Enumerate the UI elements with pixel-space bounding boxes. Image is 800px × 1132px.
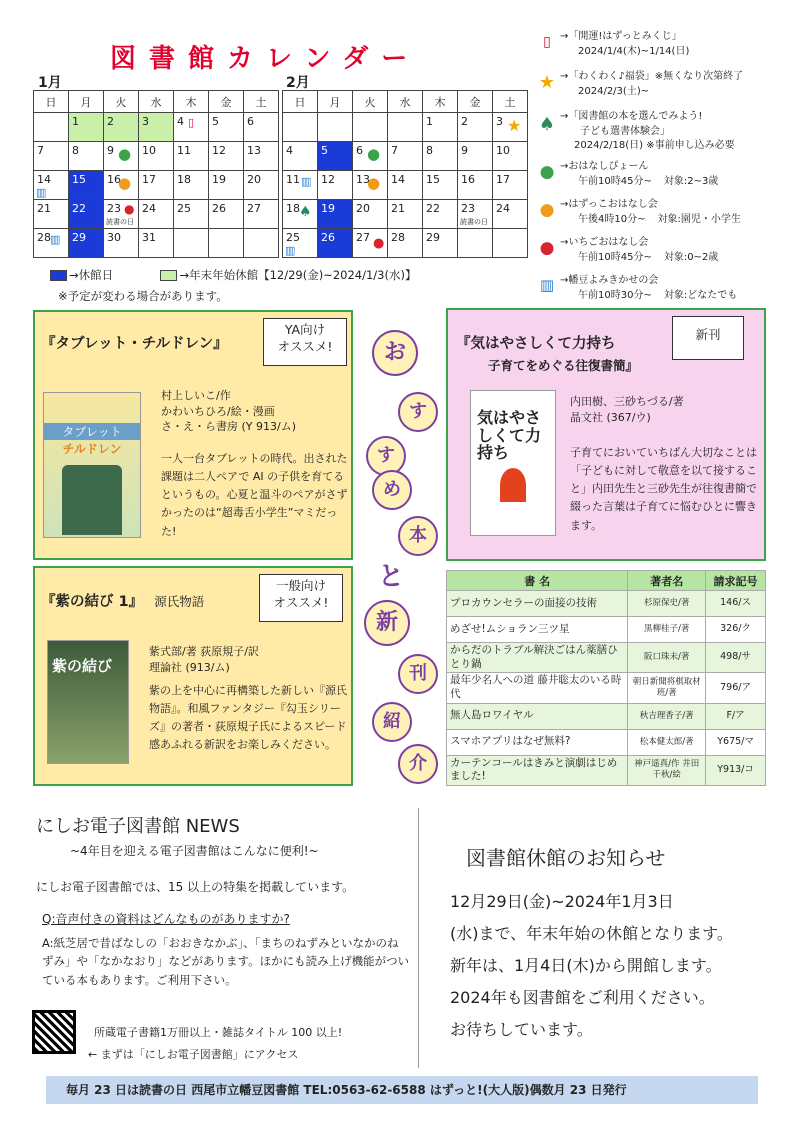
day-cell: [388, 113, 423, 142]
table-row: [447, 643, 766, 673]
event-item: [538, 236, 796, 265]
tag-line: 一般向け: [275, 578, 326, 593]
book-author: 神戸遥真/作 井田千秋/絵: [628, 755, 706, 785]
day-cell: 22: [423, 200, 458, 229]
table-row: [447, 591, 766, 617]
news-subtitle: ~4年目を迎える電子図書館はこんなに便利!~: [70, 844, 319, 858]
book-cover: [43, 392, 141, 538]
book-cover: [47, 640, 129, 764]
day-cell: [493, 113, 528, 142]
closure-line: 2024年も図書館をご利用ください。: [450, 988, 715, 1007]
book-name: プロカウンセラーの面接の技術: [447, 591, 628, 617]
weekday: 木: [174, 91, 209, 113]
heading-char: 新: [364, 600, 410, 646]
day-cell: 8: [423, 142, 458, 171]
event-time: 午前10時45分~: [578, 175, 652, 187]
weekday: 水: [388, 91, 423, 113]
book-title: 『紫の結び 1』: [41, 594, 144, 610]
calendar-january: [33, 90, 279, 258]
cover-illustration: [62, 465, 122, 535]
book-name: 最年少名人への道 藤井聡太のいる時代: [447, 673, 628, 703]
library-icon: ▥: [301, 175, 312, 188]
event-item: [538, 70, 796, 99]
table-row: [447, 729, 766, 755]
day-cell: 11: [174, 142, 209, 171]
book-title: 『気はやさしくて力持ち: [456, 336, 616, 352]
day-cell: [283, 200, 318, 229]
day-cell: 31: [139, 229, 174, 258]
book-subtitle: 子育てをめぐる往復書簡』: [488, 358, 639, 373]
weekday: 水: [139, 91, 174, 113]
frog-icon: ●: [118, 145, 132, 163]
library-icon: ▥: [285, 244, 296, 257]
call-number: F/ア: [706, 703, 766, 729]
footer: 毎月 23 日は読書の日 西尾市立幡豆図書館 TEL:0563-62-6588 はずっと!(大人版)偶数月 23 日発行: [46, 1076, 758, 1104]
news-access: ← まずは「にしお電子図書館」にアクセス: [88, 1048, 299, 1061]
book-name: カーテンコールはきみと演劇はじめました!: [447, 755, 628, 785]
day-cell: 12: [318, 171, 353, 200]
day-cell: 24: [139, 200, 174, 229]
day-cell: [493, 229, 528, 258]
day-cell: 15: [69, 171, 104, 200]
day-cell: [34, 229, 69, 258]
book-title-row: [41, 590, 204, 611]
tag-line: YA向け: [284, 322, 326, 337]
event-item: [538, 110, 796, 154]
book-title: 『タブレット・チルドレン』: [41, 336, 228, 352]
day-cell: [353, 142, 388, 171]
day-number: 28: [37, 231, 51, 244]
omikuji-icon: ▯: [543, 34, 551, 50]
book-card-kindness: [446, 308, 766, 561]
day-cell: [34, 113, 69, 142]
weekday: 土: [493, 91, 528, 113]
day-cell: 10: [493, 142, 528, 171]
audience-tag: [259, 574, 343, 622]
day-cell: [174, 229, 209, 258]
event-item: [538, 274, 796, 303]
weekday: 木: [423, 91, 458, 113]
library-icon: ▥: [539, 276, 555, 294]
day-cell: [283, 229, 318, 258]
day-number: 23: [107, 202, 121, 215]
day-cell: [283, 113, 318, 142]
reading-day-label: 読書の日: [460, 218, 488, 226]
day-cell: 18: [174, 171, 209, 200]
day-cell: 17: [139, 171, 174, 200]
day-number: 27: [356, 231, 370, 244]
cover-title: タブレット: [44, 423, 140, 440]
day-cell: 5: [209, 113, 244, 142]
heading-char: 本: [398, 516, 438, 556]
schedule-note: ※予定が変わる場合があります。: [58, 289, 228, 303]
weekday: 金: [458, 91, 493, 113]
event-title: →「わくわく♪福袋」※無くなり次第終了: [560, 71, 744, 82]
book-author: 杉原保史/著: [628, 591, 706, 617]
book-publisher: さ・え・ら書房 (Y 913/ム): [161, 420, 296, 434]
book-info: [570, 394, 684, 425]
audience-tag: [263, 318, 347, 366]
day-cell: 6: [244, 113, 279, 142]
day-cell: 24: [493, 200, 528, 229]
day-number: 25: [286, 231, 300, 244]
column-header: 書 名: [447, 571, 628, 591]
day-cell: [353, 113, 388, 142]
day-cell: 14: [388, 171, 423, 200]
day-cell: [244, 229, 279, 258]
day-cell: 21: [34, 200, 69, 229]
day-cell: 26: [209, 200, 244, 229]
weekday: 日: [34, 91, 69, 113]
news-answer: A:紙芝居で昔ばなしの「おおきなかぶ」、「まちのねずみといなかのねずみ」や「なかなおり」などがあります。ほかにも読み上げ機能がついている本もあります。ご利用下さい。: [42, 936, 410, 987]
jan-label: 1月: [38, 75, 62, 91]
qr-code-icon[interactable]: [32, 1010, 76, 1054]
day-cell: 15: [423, 171, 458, 200]
day-cell: [209, 229, 244, 258]
day-cell: 1: [69, 113, 104, 142]
book-author: 朝日新聞将棋取材班/著: [628, 673, 706, 703]
table-row: [447, 703, 766, 729]
call-number: 796/ア: [706, 673, 766, 703]
day-cell: 4: [283, 142, 318, 171]
new-books-table: [446, 570, 766, 786]
book-description: 子育てにおいていちばん大切なことは「子どもに対して敬意を以て接すること」内田先生と三砂先生が往復書簡で綴った言葉は子育てに悩むひとに響きます。: [570, 446, 757, 532]
book-name: スマホアプリはなぜ無料?: [447, 729, 628, 755]
day-number: 13: [356, 173, 370, 186]
closed-swatch: [50, 270, 67, 281]
calendar-february: [282, 90, 528, 258]
feb-label: 2月: [286, 75, 310, 91]
event-date: 2024/1/4(木)~1/14(日): [578, 45, 690, 57]
news-title: にしお電子図書館 NEWS: [36, 816, 240, 837]
day-cell: 17: [493, 171, 528, 200]
day-number: 3: [496, 115, 503, 128]
book-name: 無人島ロワイヤル: [447, 703, 628, 729]
strawberry-icon: ●: [124, 202, 135, 216]
cover-title: 気はやさしくて力持ち: [477, 408, 542, 463]
call-number: Y675/マ: [706, 729, 766, 755]
book-author: 秋吉理香子/著: [628, 703, 706, 729]
day-cell: 2: [458, 113, 493, 142]
event-item: [538, 198, 796, 227]
event-date: 2024/2/3(土)~: [578, 85, 650, 97]
event-target: 対象:2~3歳: [663, 175, 719, 187]
news-question: Q:音声付きの資料はどんなものがありますか?: [42, 912, 290, 926]
day-cell: 21: [388, 200, 423, 229]
day-cell: 3: [139, 113, 174, 142]
book-card-murasaki: [33, 566, 353, 786]
day-cell: 30: [104, 229, 139, 258]
day-number: 23: [461, 202, 475, 215]
book-author: 黒柳桂子/著: [628, 617, 706, 643]
day-cell: 7: [34, 142, 69, 171]
book-description: 一人一台タブレットの時代。出された課題は二人ペアで AI の子供を育てるというもの。心夏と温斗のペアがさずかったのは“超毒舌小学生”マミだった!: [161, 452, 348, 538]
call-number: Y913/コ: [706, 755, 766, 785]
frog-icon: ●: [367, 145, 381, 163]
event-title: →「開運!はずっとみくじ」: [560, 31, 682, 42]
weekday: 月: [69, 91, 104, 113]
book-info: [149, 644, 259, 675]
tag-line: オススメ!: [277, 338, 333, 354]
table-row: [447, 617, 766, 643]
day-cell: [104, 142, 139, 171]
day-number: 9: [107, 144, 114, 157]
day-cell: [353, 229, 388, 258]
table-row: [447, 755, 766, 785]
book-card-tablet-children: [33, 310, 353, 560]
column-header: 著者名: [628, 571, 706, 591]
day-cell: 10: [139, 142, 174, 171]
heading-char: す: [366, 436, 406, 476]
strawberry-icon: ●: [373, 236, 385, 251]
event-date: 2024/2/18(日) ※事前申し込み必要: [574, 140, 735, 151]
weekday: 金: [209, 91, 244, 113]
heading-char: 介: [398, 744, 438, 784]
library-icon: ▥: [36, 186, 47, 199]
book-description: 紫の上を中心に再構築した新しい『源氏物語』。和風ファンタジー『勾玉シリーズ』の著者・荻原規子氏によるスピード感あふれる新訳をお楽しみください。: [149, 684, 347, 752]
table-row: [447, 673, 766, 703]
cover-illustration: [500, 468, 526, 502]
event-time: 午後4時10分~: [578, 213, 646, 225]
day-cell: 12: [209, 142, 244, 171]
book-publisher: 晶文社 (367/ウ): [570, 410, 651, 424]
weekday: 日: [283, 91, 318, 113]
omikuji-icon: ▯: [188, 116, 195, 129]
day-cell: 22: [69, 200, 104, 229]
call-number: 146/ス: [706, 591, 766, 617]
weekday: 月: [318, 91, 353, 113]
day-cell: 29: [69, 229, 104, 258]
day-cell: [283, 171, 318, 200]
event-title: →おはなしぴょーん: [560, 161, 649, 172]
closure-line: (水)まで、年末年始の休館となります。: [450, 924, 733, 943]
weekday: 火: [104, 91, 139, 113]
event-time: 午前10時30分~: [578, 289, 652, 301]
book-cover: [470, 390, 556, 536]
day-cell: [353, 171, 388, 200]
heading-char: と: [378, 562, 405, 592]
event-target: 対象:園児・小学生: [657, 213, 741, 225]
star-icon: ★: [507, 116, 522, 135]
day-cell: 20: [353, 200, 388, 229]
day-cell: 19: [209, 171, 244, 200]
spade-icon: ♠: [299, 204, 312, 220]
day-cell: [458, 200, 493, 229]
orange-icon: ●: [367, 174, 381, 192]
new-tag: 新刊: [672, 316, 744, 360]
day-cell: 5: [318, 142, 353, 171]
book-author: 内田樹、三砂ちづる/著: [570, 395, 684, 408]
book-author: 紫式部/著 荻原規子/訳: [149, 645, 259, 658]
day-cell: 16: [458, 171, 493, 200]
day-cell: [104, 171, 139, 200]
day-number: 16: [107, 173, 121, 186]
closure-title: 図書館休館のお知らせ: [466, 846, 666, 870]
event-title: →幡豆よみきかせの会: [560, 275, 659, 286]
heading-char: 紹: [372, 702, 412, 742]
day-cell: 19: [318, 200, 353, 229]
reading-day-label: 読書の日: [106, 218, 134, 226]
event-item: [538, 160, 796, 189]
day-cell: [34, 171, 69, 200]
cover-title: 紫の結び: [52, 657, 113, 675]
day-cell: [104, 200, 139, 229]
legend-holiday-label: →年末年始休館【12/29(金)~2024/1/3(水)】: [179, 268, 417, 282]
strawberry-icon: ●: [539, 238, 555, 258]
event-title: →いちごおはなし会: [560, 237, 649, 248]
event-title: →はずっこおはなし会: [560, 199, 658, 210]
day-cell: [458, 229, 493, 258]
book-author: 村上しいこ/作: [161, 389, 231, 402]
day-cell: 27: [244, 200, 279, 229]
day-cell: 8: [69, 142, 104, 171]
column-divider: [418, 808, 419, 1068]
book-title-suffix: 源氏物語: [154, 594, 205, 609]
heading-char: 刊: [398, 654, 438, 694]
day-number: 11: [286, 173, 300, 186]
book-name: からだのトラブル解決ごはん薬膳ひとり鍋: [447, 643, 628, 673]
tag-line: オススメ!: [273, 594, 329, 610]
book-author: 松本健太郎/著: [628, 729, 706, 755]
news-stock: 所蔵電子書籍1万冊以上・雑誌タイトル 100 以上!: [94, 1026, 343, 1039]
library-icon: ▥: [50, 233, 61, 246]
orange-icon: ●: [118, 174, 132, 192]
day-cell: [318, 113, 353, 142]
book-author: 阪口珠未/著: [628, 643, 706, 673]
book-name: めざせ!ムショラン三ツ星: [447, 617, 628, 643]
calendar-legend: [50, 267, 416, 283]
frog-icon: ●: [539, 162, 555, 182]
event-time: 午前10時45分~: [578, 251, 652, 263]
call-number: 326/ク: [706, 617, 766, 643]
event-item: [538, 30, 796, 59]
day-cell: 26: [318, 229, 353, 258]
event-target: 対象:0~2歳: [663, 251, 719, 263]
day-number: 6: [356, 144, 363, 157]
day-cell: 13: [244, 142, 279, 171]
heading-char: め: [372, 470, 412, 510]
book-illustrator: かわいちひろ/絵・漫画: [161, 404, 275, 418]
day-cell: 25: [174, 200, 209, 229]
day-number: 14: [37, 173, 51, 186]
day-number: 18: [286, 202, 300, 215]
day-cell: [174, 113, 209, 142]
book-publisher: 理論社 (913/ム): [149, 660, 230, 674]
column-header: 請求記号: [706, 571, 766, 591]
event-title: →「図書館の本を選んでみよう!: [560, 111, 703, 122]
day-cell: 9: [458, 142, 493, 171]
spade-icon: ♠: [538, 114, 556, 135]
legend-closed-label: →休館日: [69, 268, 114, 282]
closure-line: お待ちしています。: [450, 1020, 593, 1039]
day-number: 4: [177, 115, 184, 128]
news-intro: にしお電子図書館では、15 以上の特集を掲載しています。: [36, 880, 355, 894]
event-target: 対象:どなたでも: [663, 289, 738, 301]
call-number: 498/サ: [706, 643, 766, 673]
event-subtitle: 子ども選書体験会」: [580, 125, 670, 137]
closure-line: 12月29日(金)~2024年1月3日: [450, 892, 674, 911]
day-cell: 20: [244, 171, 279, 200]
page-title: 図書館カレンダー: [110, 44, 421, 74]
event-list: [538, 30, 796, 310]
closure-text: [450, 886, 780, 1046]
holiday-swatch: [160, 270, 177, 281]
heading-char: す: [398, 392, 438, 432]
day-cell: 1: [423, 113, 458, 142]
star-icon: ★: [538, 72, 556, 93]
closure-line: 新年は、1月4日(木)から開館します。: [450, 956, 722, 975]
day-cell: 28: [388, 229, 423, 258]
cover-subtitle: チルドレン: [62, 442, 122, 456]
weekday: 土: [244, 91, 279, 113]
day-cell: 7: [388, 142, 423, 171]
heading-char: お: [372, 330, 418, 376]
book-info: [161, 388, 296, 435]
day-cell: 2: [104, 113, 139, 142]
weekday: 火: [353, 91, 388, 113]
orange-icon: ●: [539, 200, 555, 220]
day-cell: 29: [423, 229, 458, 258]
